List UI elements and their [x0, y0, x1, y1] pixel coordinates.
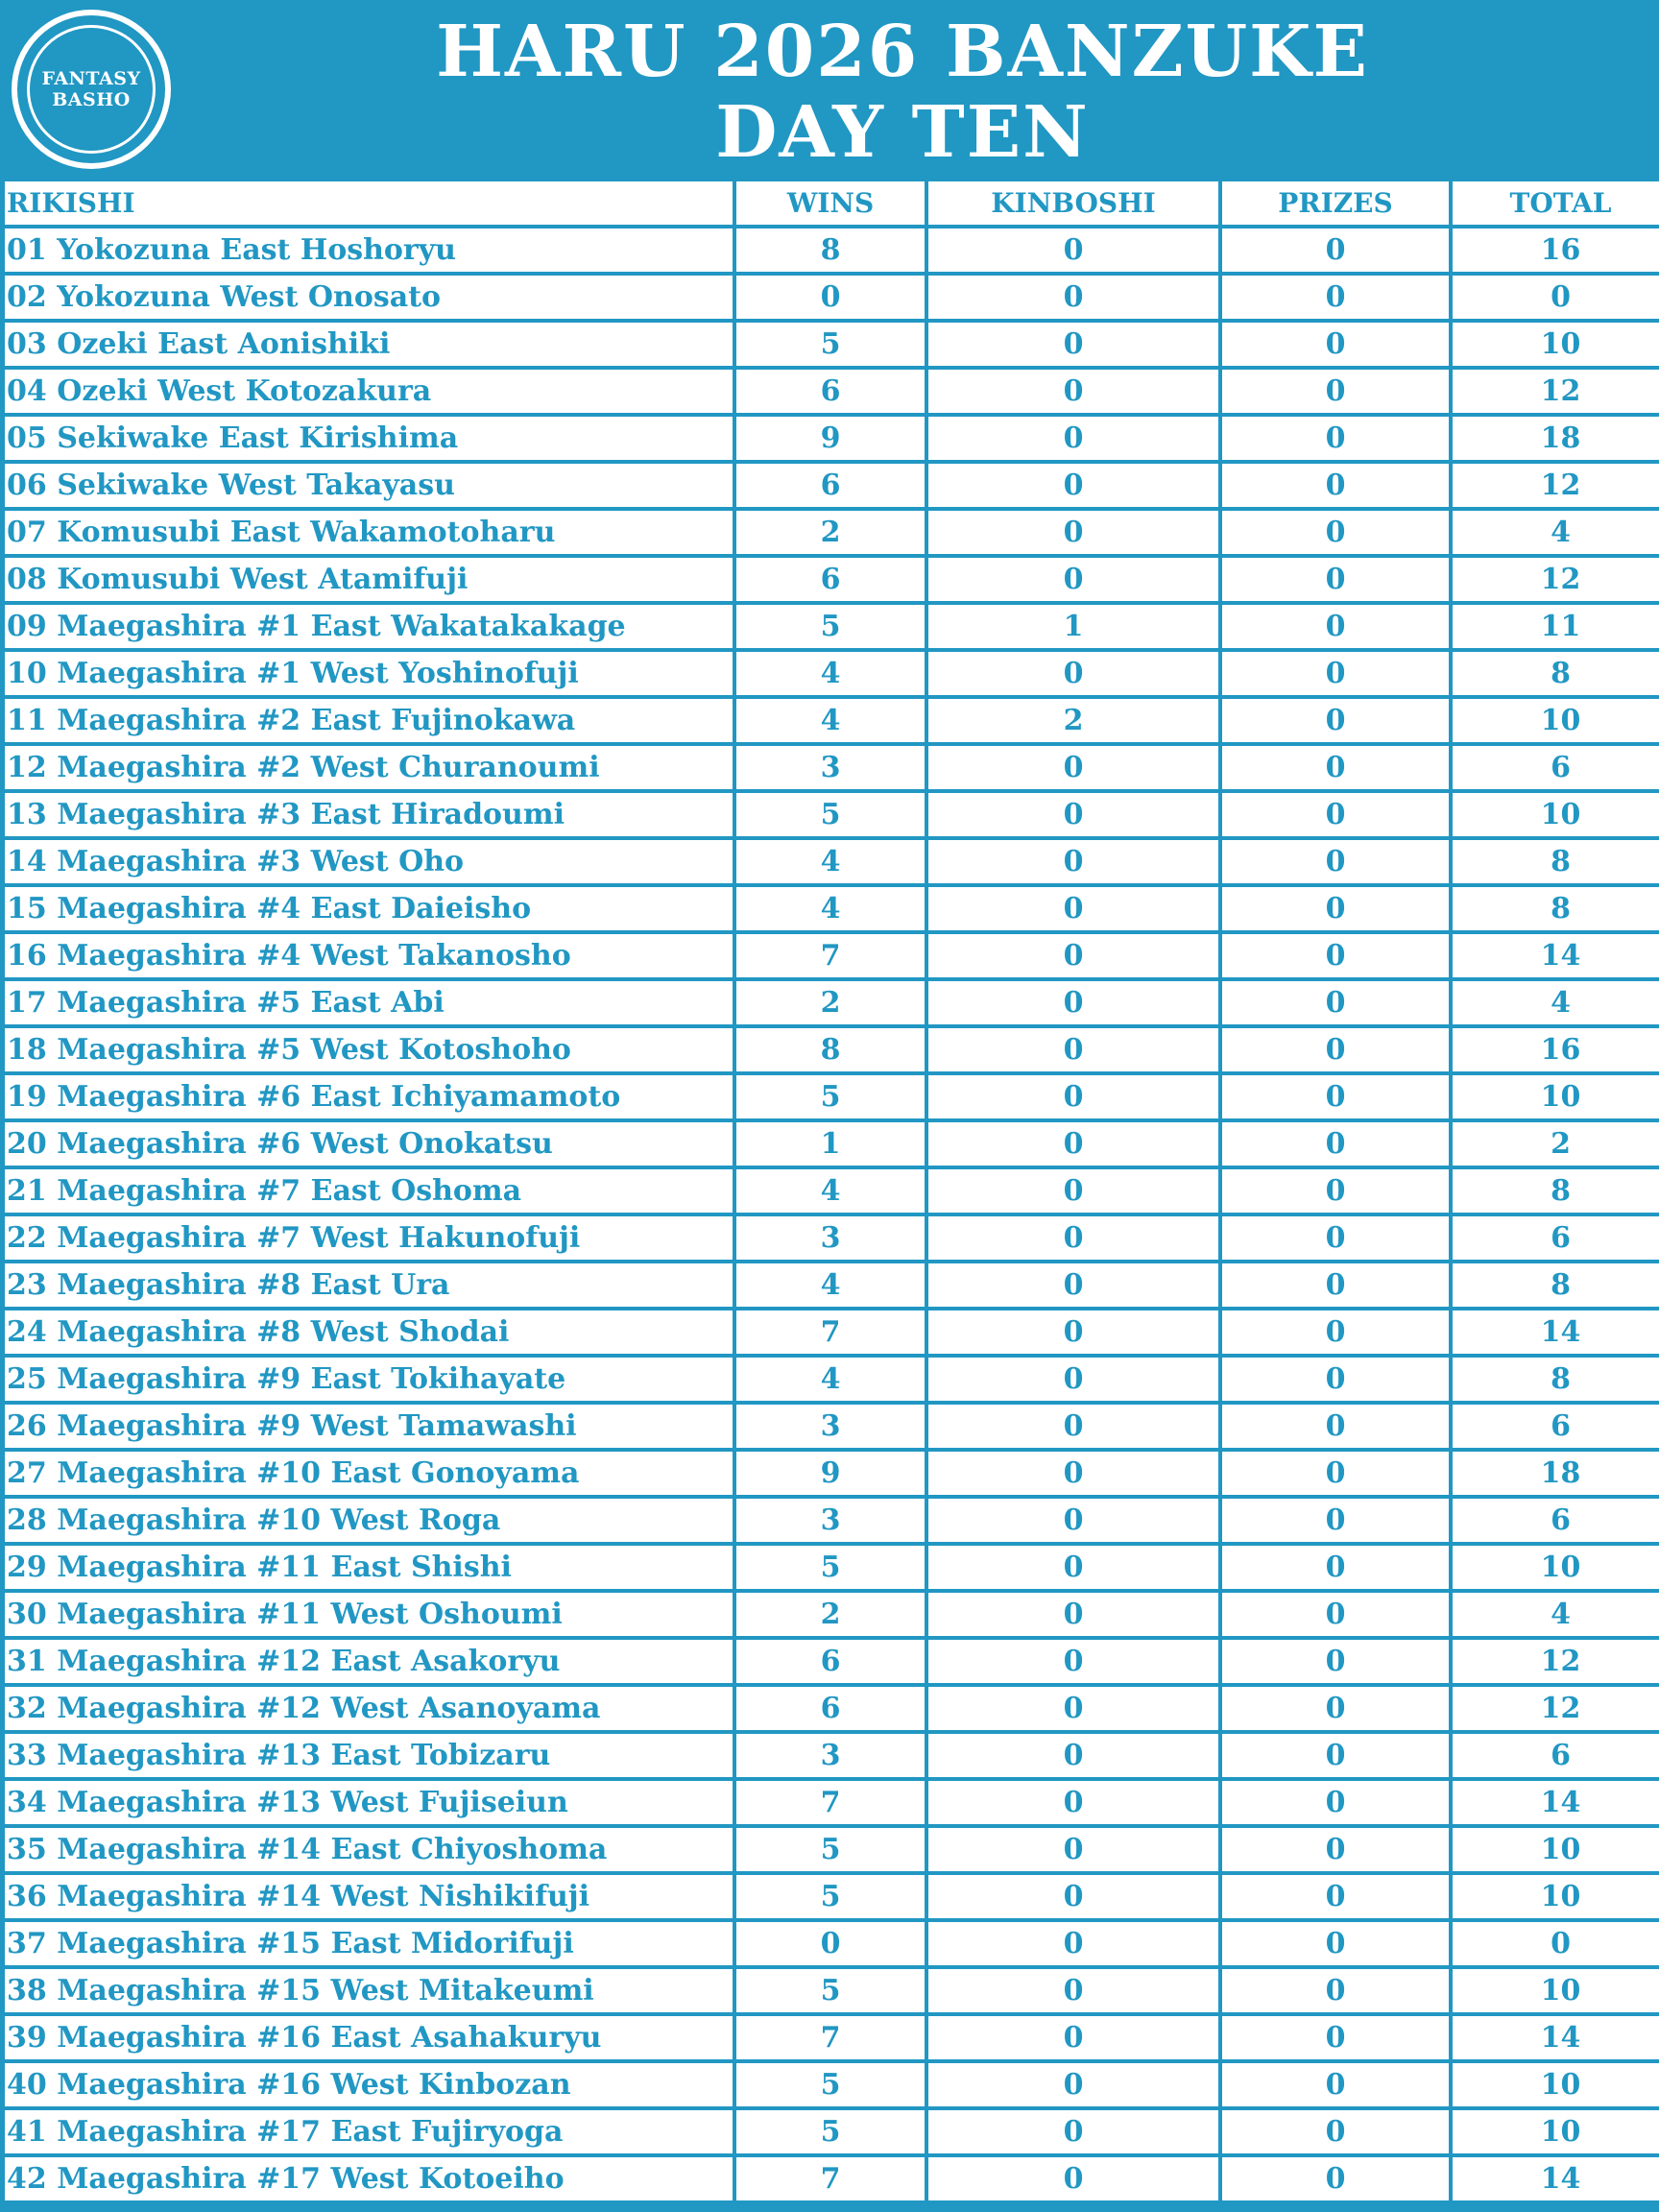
table-cell-prizes: 0: [1222, 1075, 1449, 1118]
table-cell-wins: 6: [736, 558, 925, 601]
table-cell-prizes: 0: [1222, 652, 1449, 695]
table-cell-wins: 4: [736, 652, 925, 695]
table-cell-total: 12: [1453, 1640, 1659, 1683]
table-cell-total: 18: [1453, 1452, 1659, 1495]
table-cell-kinboshi: 0: [928, 1499, 1218, 1542]
table-cell-prizes: 0: [1222, 228, 1449, 272]
table-cell-total: 4: [1453, 981, 1659, 1024]
table-cell-total: 6: [1453, 1216, 1659, 1260]
table-cell-prizes: 0: [1222, 1593, 1449, 1636]
table-cell-total: 18: [1453, 417, 1659, 460]
table-cell-kinboshi: 0: [928, 1452, 1218, 1495]
table-cell-wins: 8: [736, 228, 925, 272]
table-cell-rikishi: 21 Maegashira #7 East Oshoma: [5, 1169, 733, 1213]
table-cell-kinboshi: 0: [928, 511, 1218, 554]
table-cell-prizes: 0: [1222, 793, 1449, 836]
table-cell-wins: 2: [736, 1593, 925, 1636]
table-cell-rikishi: 19 Maegashira #6 East Ichiyamamoto: [5, 1075, 733, 1118]
table-cell-kinboshi: 2: [928, 699, 1218, 742]
table-cell-prizes: 0: [1222, 558, 1449, 601]
table-cell-prizes: 0: [1222, 1969, 1449, 2012]
table-cell-prizes: 0: [1222, 1640, 1449, 1683]
table-cell-wins: 3: [736, 1734, 925, 1777]
table-cell-wins: 0: [736, 276, 925, 319]
table-cell-kinboshi: 0: [928, 1875, 1218, 1918]
table-cell-rikishi: 36 Maegashira #14 West Nishikifuji: [5, 1875, 733, 1918]
table-cell-wins: 8: [736, 1028, 925, 1071]
table-cell-total: 12: [1453, 464, 1659, 507]
table-cell-wins: 6: [736, 464, 925, 507]
table-cell-wins: 4: [736, 1263, 925, 1307]
table-cell-wins: 5: [736, 1546, 925, 1589]
table-cell-wins: 4: [736, 699, 925, 742]
table-cell-total: 10: [1453, 2063, 1659, 2106]
table-cell-wins: 9: [736, 417, 925, 460]
table-cell-prizes: 0: [1222, 1405, 1449, 1448]
table-cell-total: 2: [1453, 1122, 1659, 1166]
table-cell-prizes: 0: [1222, 746, 1449, 789]
table-cell-rikishi: 30 Maegashira #11 West Oshoumi: [5, 1593, 733, 1636]
table-cell-kinboshi: 0: [928, 1122, 1218, 1166]
column-header-rikishi: RIKISHI: [5, 181, 733, 225]
table-cell-rikishi: 04 Ozeki West Kotozakura: [5, 370, 733, 413]
table-cell-total: 14: [1453, 1310, 1659, 1354]
table-cell-kinboshi: 0: [928, 1216, 1218, 1260]
table-cell-prizes: 0: [1222, 511, 1449, 554]
table-cell-rikishi: 07 Komusubi East Wakamotoharu: [5, 511, 733, 554]
table-cell-total: 12: [1453, 558, 1659, 601]
table-cell-rikishi: 39 Maegashira #16 East Asahakuryu: [5, 2016, 733, 2059]
table-cell-total: 8: [1453, 887, 1659, 930]
table-cell-kinboshi: 0: [928, 793, 1218, 836]
table-cell-total: 12: [1453, 370, 1659, 413]
table-cell-total: 8: [1453, 652, 1659, 695]
table-cell-prizes: 0: [1222, 934, 1449, 977]
table-cell-total: 6: [1453, 1734, 1659, 1777]
table-cell-kinboshi: 0: [928, 1358, 1218, 1401]
table-cell-prizes: 0: [1222, 1781, 1449, 1824]
table-cell-kinboshi: 0: [928, 652, 1218, 695]
table-cell-rikishi: 15 Maegashira #4 East Daieisho: [5, 887, 733, 930]
table-cell-wins: 5: [736, 605, 925, 648]
table-cell-rikishi: 11 Maegashira #2 East Fujinokawa: [5, 699, 733, 742]
table-cell-prizes: 0: [1222, 417, 1449, 460]
table-cell-rikishi: 37 Maegashira #15 East Midorifuji: [5, 1922, 733, 1965]
header: [0, 0, 1659, 179]
table-cell-wins: 5: [736, 1875, 925, 1918]
table-cell-kinboshi: 0: [928, 981, 1218, 1024]
table-cell-prizes: 0: [1222, 981, 1449, 1024]
table-cell-total: 16: [1453, 1028, 1659, 1071]
table-cell-total: 8: [1453, 1169, 1659, 1213]
table-cell-total: 16: [1453, 228, 1659, 272]
table-cell-prizes: 0: [1222, 1169, 1449, 1213]
table-cell-total: 4: [1453, 511, 1659, 554]
table-cell-total: 10: [1453, 1828, 1659, 1871]
table-cell-kinboshi: 0: [928, 1687, 1218, 1730]
table-cell-kinboshi: 0: [928, 558, 1218, 601]
table-cell-wins: 5: [736, 2063, 925, 2106]
table-cell-prizes: 0: [1222, 1263, 1449, 1307]
table-cell-kinboshi: 0: [928, 2110, 1218, 2153]
table-cell-total: 8: [1453, 840, 1659, 883]
table-cell-rikishi: 13 Maegashira #3 East Hiradoumi: [5, 793, 733, 836]
table-cell-kinboshi: 1: [928, 605, 1218, 648]
table-cell-rikishi: 12 Maegashira #2 West Churanoumi: [5, 746, 733, 789]
table-cell-prizes: 0: [1222, 1922, 1449, 1965]
table-cell-rikishi: 38 Maegashira #15 West Mitakeumi: [5, 1969, 733, 2012]
table-cell-prizes: 0: [1222, 605, 1449, 648]
table-cell-rikishi: 28 Maegashira #10 West Roga: [5, 1499, 733, 1542]
table-cell-wins: 7: [736, 934, 925, 977]
table-cell-kinboshi: 0: [928, 323, 1218, 366]
table-cell-rikishi: 17 Maegashira #5 East Abi: [5, 981, 733, 1024]
table-cell-total: 10: [1453, 2110, 1659, 2153]
table-cell-total: 6: [1453, 1405, 1659, 1448]
table-cell-wins: 2: [736, 981, 925, 1024]
table-cell-kinboshi: 0: [928, 228, 1218, 272]
table-cell-wins: 5: [736, 1969, 925, 2012]
table-cell-prizes: 0: [1222, 323, 1449, 366]
table-cell-wins: 7: [736, 1310, 925, 1354]
column-header-prizes: PRIZES: [1222, 181, 1449, 225]
table-cell-kinboshi: 0: [928, 1405, 1218, 1448]
table-cell-prizes: 0: [1222, 1216, 1449, 1260]
page-subtitle: DAY TEN: [715, 91, 1090, 174]
table-cell-wins: 6: [736, 370, 925, 413]
table-cell-total: 12: [1453, 1687, 1659, 1730]
table-cell-kinboshi: 0: [928, 464, 1218, 507]
table-cell-prizes: 0: [1222, 2110, 1449, 2153]
table-cell-wins: 7: [736, 2016, 925, 2059]
table-cell-kinboshi: 0: [928, 1075, 1218, 1118]
table-cell-wins: 5: [736, 793, 925, 836]
table-cell-kinboshi: 0: [928, 1922, 1218, 1965]
table-cell-rikishi: 23 Maegashira #8 East Ura: [5, 1263, 733, 1307]
table-cell-total: 10: [1453, 323, 1659, 366]
table-cell-rikishi: 24 Maegashira #8 West Shodai: [5, 1310, 733, 1354]
table-cell-prizes: 0: [1222, 370, 1449, 413]
table-cell-kinboshi: 0: [928, 1734, 1218, 1777]
table-cell-kinboshi: 0: [928, 1263, 1218, 1307]
table-cell-total: 10: [1453, 1969, 1659, 2012]
table-cell-wins: 7: [736, 2157, 925, 2200]
table-cell-wins: 7: [736, 1781, 925, 1824]
table-cell-kinboshi: 0: [928, 1546, 1218, 1589]
table-cell-total: 8: [1453, 1358, 1659, 1401]
table-cell-total: 0: [1453, 276, 1659, 319]
table-cell-rikishi: 16 Maegashira #4 West Takanosho: [5, 934, 733, 977]
table-cell-prizes: 0: [1222, 1546, 1449, 1589]
table-cell-total: 4: [1453, 1593, 1659, 1636]
table-cell-total: 10: [1453, 1075, 1659, 1118]
table-cell-rikishi: 41 Maegashira #17 East Fujiryoga: [5, 2110, 733, 2153]
table-cell-kinboshi: 0: [928, 1310, 1218, 1354]
table-cell-kinboshi: 0: [928, 417, 1218, 460]
table-cell-wins: 0: [736, 1922, 925, 1965]
table-cell-total: 0: [1453, 1922, 1659, 1965]
table-cell-prizes: 0: [1222, 1452, 1449, 1495]
table-cell-rikishi: 14 Maegashira #3 West Oho: [5, 840, 733, 883]
table-cell-kinboshi: 0: [928, 2016, 1218, 2059]
logo-text-line2: BASHO: [52, 89, 131, 110]
table-cell-total: 10: [1453, 699, 1659, 742]
table-cell-prizes: 0: [1222, 1734, 1449, 1777]
table-cell-kinboshi: 0: [928, 370, 1218, 413]
table-cell-prizes: 0: [1222, 699, 1449, 742]
table-cell-rikishi: 02 Yokozuna West Onosato: [5, 276, 733, 319]
table-cell-rikishi: 33 Maegashira #13 East Tobizaru: [5, 1734, 733, 1777]
page-title: HARU 2026 BANZUKE: [436, 11, 1369, 93]
table-cell-kinboshi: 0: [928, 276, 1218, 319]
table-cell-kinboshi: 0: [928, 1169, 1218, 1213]
table-cell-kinboshi: 0: [928, 2063, 1218, 2106]
table-cell-total: 10: [1453, 793, 1659, 836]
table-cell-rikishi: 31 Maegashira #12 East Asakoryu: [5, 1640, 733, 1683]
table-cell-total: 10: [1453, 1875, 1659, 1918]
table-cell-rikishi: 09 Maegashira #1 East Wakatakakage: [5, 605, 733, 648]
table-cell-rikishi: 22 Maegashira #7 West Hakunofuji: [5, 1216, 733, 1260]
table-cell-total: 8: [1453, 1263, 1659, 1307]
table-cell-prizes: 0: [1222, 1310, 1449, 1354]
table-cell-rikishi: 18 Maegashira #5 West Kotoshoho: [5, 1028, 733, 1071]
table-cell-total: 14: [1453, 934, 1659, 977]
table-cell-rikishi: 06 Sekiwake West Takayasu: [5, 464, 733, 507]
table-cell-rikishi: 27 Maegashira #10 East Gonoyama: [5, 1452, 733, 1495]
column-header-wins: WINS: [736, 181, 925, 225]
table-cell-kinboshi: 0: [928, 1969, 1218, 2012]
table-cell-rikishi: 03 Ozeki East Aonishiki: [5, 323, 733, 366]
table-cell-kinboshi: 0: [928, 746, 1218, 789]
table-cell-wins: 3: [736, 1499, 925, 1542]
table-cell-rikishi: 25 Maegashira #9 East Tokihayate: [5, 1358, 733, 1401]
table-cell-wins: 5: [736, 1075, 925, 1118]
banzuke-table: [5, 181, 1659, 2200]
logo-text-line1: FANTASY: [41, 68, 141, 89]
table-cell-kinboshi: 0: [928, 840, 1218, 883]
table-cell-wins: 4: [736, 840, 925, 883]
table-cell-wins: 5: [736, 2110, 925, 2153]
table-cell-prizes: 0: [1222, 1687, 1449, 1730]
table-cell-rikishi: 26 Maegashira #9 West Tamawashi: [5, 1405, 733, 1448]
table-cell-kinboshi: 0: [928, 2157, 1218, 2200]
table-cell-wins: 3: [736, 746, 925, 789]
table-cell-kinboshi: 0: [928, 1781, 1218, 1824]
column-header-kinboshi: KINBOSHI: [928, 181, 1218, 225]
table-cell-prizes: 0: [1222, 1122, 1449, 1166]
table-cell-prizes: 0: [1222, 276, 1449, 319]
table-cell-prizes: 0: [1222, 464, 1449, 507]
table-cell-prizes: 0: [1222, 840, 1449, 883]
table-cell-prizes: 0: [1222, 887, 1449, 930]
table-cell-wins: 9: [736, 1452, 925, 1495]
table-cell-prizes: 0: [1222, 1499, 1449, 1542]
table-cell-rikishi: 05 Sekiwake East Kirishima: [5, 417, 733, 460]
table-cell-prizes: 0: [1222, 1875, 1449, 1918]
table-cell-prizes: 0: [1222, 1358, 1449, 1401]
table-cell-prizes: 0: [1222, 2063, 1449, 2106]
table-cell-rikishi: 08 Komusubi West Atamifuji: [5, 558, 733, 601]
table-cell-wins: 6: [736, 1640, 925, 1683]
table-cell-rikishi: 35 Maegashira #14 East Chiyoshoma: [5, 1828, 733, 1871]
table-cell-rikishi: 20 Maegashira #6 West Onokatsu: [5, 1122, 733, 1166]
table-cell-rikishi: 42 Maegashira #17 West Kotoeiho: [5, 2157, 733, 2200]
table-cell-total: 14: [1453, 2016, 1659, 2059]
table-cell-prizes: 0: [1222, 1028, 1449, 1071]
table-cell-total: 11: [1453, 605, 1659, 648]
column-header-total: TOTAL: [1453, 181, 1659, 225]
table-cell-kinboshi: 0: [928, 1640, 1218, 1683]
table-cell-prizes: 0: [1222, 2016, 1449, 2059]
table-cell-kinboshi: 0: [928, 934, 1218, 977]
table-cell-wins: 3: [736, 1216, 925, 1260]
table-cell-kinboshi: 0: [928, 1028, 1218, 1071]
table-cell-rikishi: 40 Maegashira #16 West Kinbozan: [5, 2063, 733, 2106]
table-cell-total: 14: [1453, 2157, 1659, 2200]
table-cell-wins: 6: [736, 1687, 925, 1730]
table-cell-rikishi: 10 Maegashira #1 West Yoshinofuji: [5, 652, 733, 695]
table-cell-wins: 4: [736, 1358, 925, 1401]
table-cell-kinboshi: 0: [928, 887, 1218, 930]
table-cell-rikishi: 01 Yokozuna East Hoshoryu: [5, 228, 733, 272]
table-cell-prizes: 0: [1222, 1828, 1449, 1871]
table-cell-prizes: 0: [1222, 2157, 1449, 2200]
table-cell-wins: 2: [736, 511, 925, 554]
table-cell-rikishi: 32 Maegashira #12 West Asanoyama: [5, 1687, 733, 1730]
table-cell-total: 10: [1453, 1546, 1659, 1589]
table-cell-wins: 5: [736, 323, 925, 366]
table-cell-kinboshi: 0: [928, 1828, 1218, 1871]
table-cell-wins: 5: [736, 1828, 925, 1871]
table-cell-wins: 1: [736, 1122, 925, 1166]
table-cell-total: 6: [1453, 1499, 1659, 1542]
table-cell-wins: 3: [736, 1405, 925, 1448]
table-cell-total: 6: [1453, 746, 1659, 789]
table-cell-wins: 4: [736, 1169, 925, 1213]
table-cell-total: 14: [1453, 1781, 1659, 1824]
table-cell-rikishi: 29 Maegashira #11 East Shishi: [5, 1546, 733, 1589]
table-cell-wins: 4: [736, 887, 925, 930]
table-cell-kinboshi: 0: [928, 1593, 1218, 1636]
table-cell-rikishi: 34 Maegashira #13 West Fujiseiun: [5, 1781, 733, 1824]
